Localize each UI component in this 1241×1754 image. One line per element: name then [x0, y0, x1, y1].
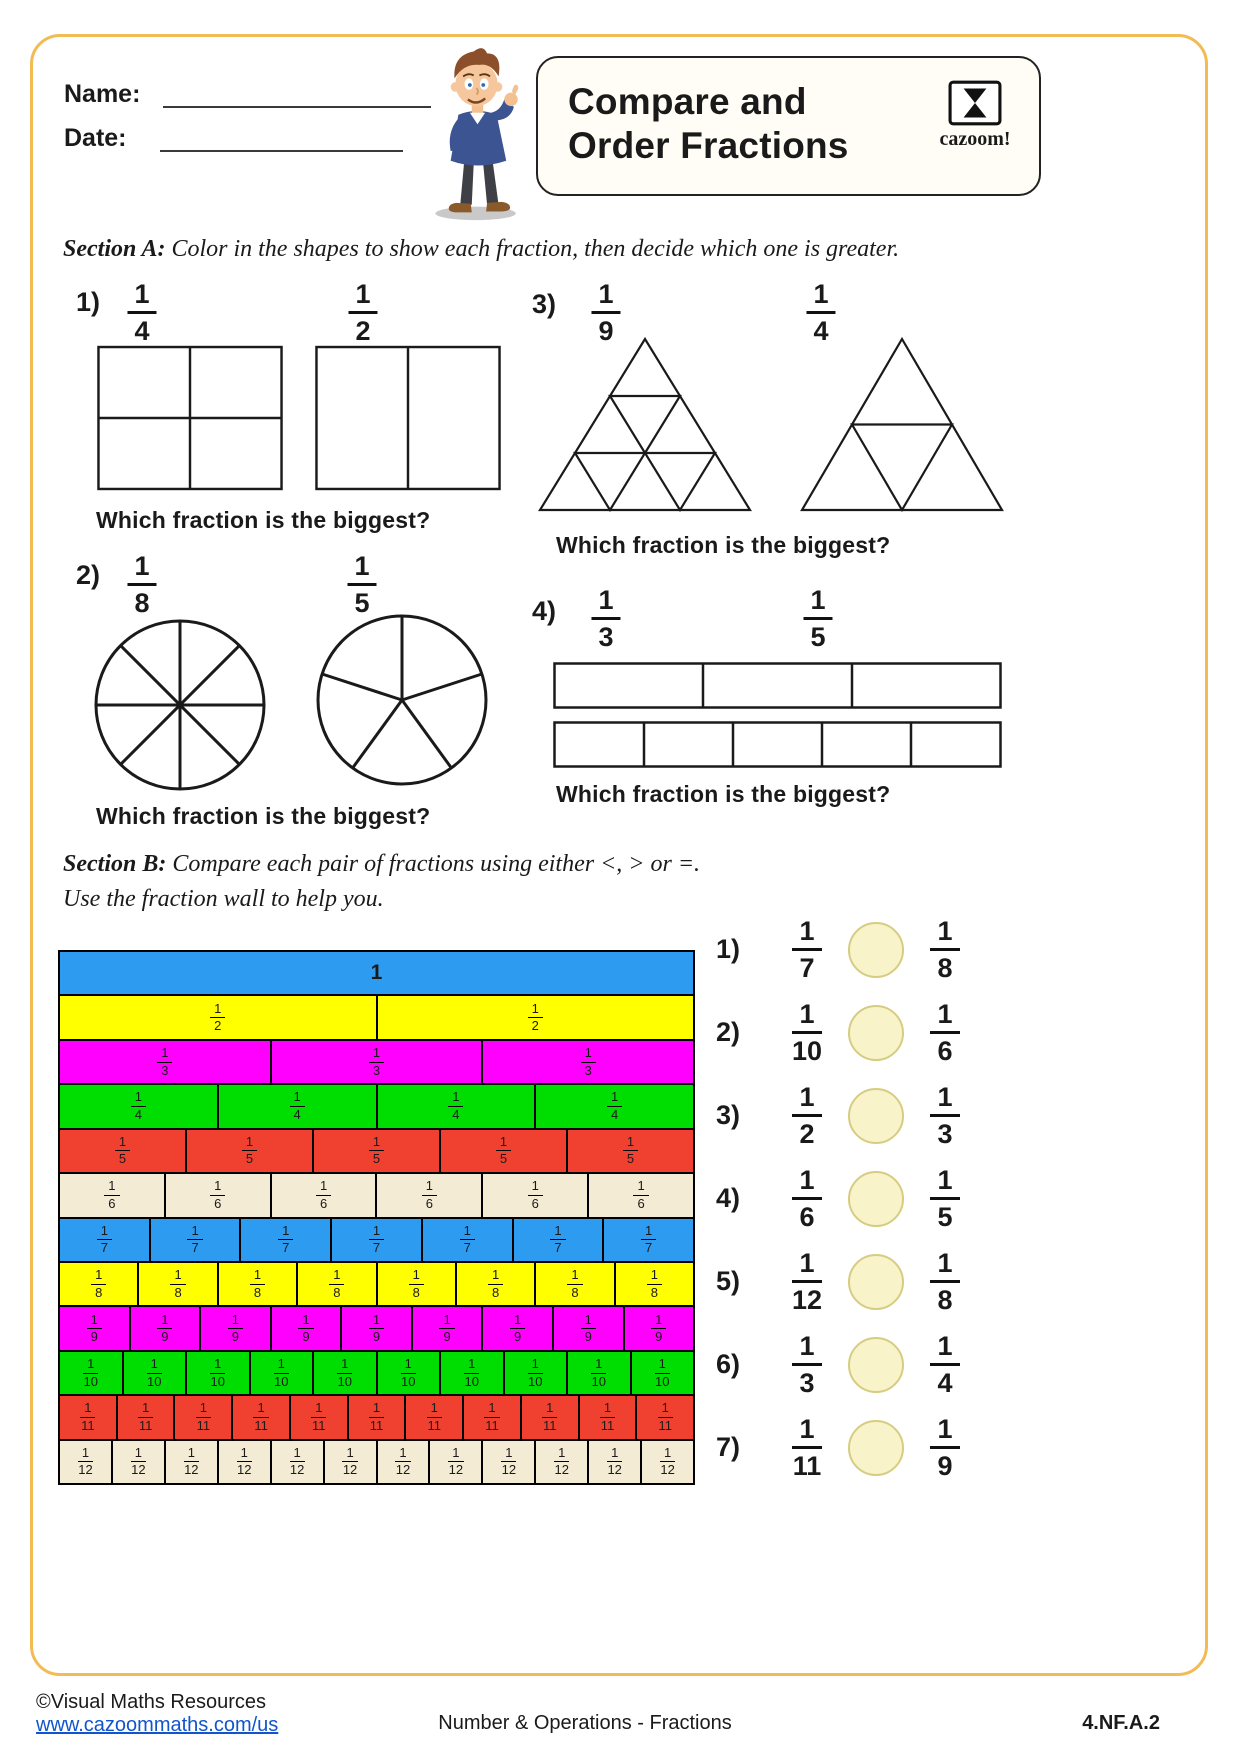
wall-fraction: 1 10: [528, 1355, 543, 1389]
wall-fraction: 1 9: [298, 1313, 313, 1345]
compare-problem-2: [716, 991, 1008, 1074]
fraction-numerator: 1: [127, 280, 156, 314]
fifths-circle-shape[interactable]: [314, 612, 490, 788]
wall-cell: [250, 1351, 314, 1395]
wall-fraction: 1 8: [409, 1268, 424, 1300]
compare-right-fraction: $\frac{1}{4}$: [904, 1332, 986, 1398]
wall-fraction: 1 5: [496, 1135, 511, 1167]
wall-cell: [603, 1218, 694, 1262]
wall-fraction: 1 10: [337, 1355, 352, 1389]
compare-problem-number: 5): [716, 1266, 741, 1296]
compare-problem-number: 7): [716, 1432, 741, 1462]
wall-fraction: 1 12: [607, 1444, 622, 1478]
ninths-triangle-shape[interactable]: [536, 336, 754, 514]
problem-2-right-fraction: [347, 552, 376, 618]
eighths-circle-shape[interactable]: [92, 617, 268, 793]
wall-cell: [456, 1262, 535, 1306]
wall-fraction: 1 5: [623, 1135, 638, 1167]
wall-fraction: 1 10: [464, 1355, 479, 1389]
compare-problem-6: [716, 1323, 1008, 1406]
wall-cell: [123, 1351, 187, 1395]
wall-cell: [341, 1306, 412, 1350]
wall-cell: [482, 1040, 694, 1084]
wall-cell: [150, 1218, 241, 1262]
wall-cell: [174, 1395, 232, 1439]
wall-cell: [290, 1395, 348, 1439]
wall-fraction: 1 7: [460, 1224, 475, 1256]
problem-1-question: Which fraction is the biggest?: [96, 507, 431, 533]
wall-fraction: 1 11: [485, 1400, 499, 1433]
fraction-denominator: 8: [134, 588, 150, 619]
mascot-boy-icon: [420, 40, 535, 222]
wall-fraction: 1 11: [600, 1400, 615, 1433]
wall-cell: [186, 1129, 313, 1173]
compare-right-fraction: $\frac{1}{8}$: [904, 1249, 986, 1315]
wall-fraction: 1 9: [651, 1313, 666, 1345]
wall-fraction: 1 9: [228, 1313, 243, 1345]
wall-fraction: 1 11: [196, 1400, 211, 1433]
wall-fraction: 1 8: [170, 1268, 185, 1300]
problem-4-left-fraction: [591, 586, 620, 652]
problem-1-right-fraction: [348, 280, 377, 346]
wall-cell: [377, 1351, 441, 1395]
wall-fraction: 1 11: [542, 1400, 557, 1433]
wall-fraction: 1 4: [290, 1090, 305, 1122]
wall-cell: [412, 1306, 483, 1350]
wall-cell: [440, 1129, 567, 1173]
cazoom-logo-text: cazoom!: [939, 128, 1011, 150]
wall-fraction: 1 7: [550, 1224, 565, 1256]
wall-cell: [553, 1306, 624, 1350]
wall-fraction: 1 10: [274, 1355, 289, 1389]
wall-fraction: 1 2: [210, 1002, 225, 1034]
wall-fraction: 1 11: [369, 1400, 384, 1433]
compare-right-fraction: $\frac{1}{5}$: [904, 1166, 986, 1232]
thirds-bar-shape[interactable]: [553, 662, 1002, 709]
wall-cell: [59, 1395, 117, 1439]
wall-fraction: 1 4: [131, 1090, 146, 1122]
wall-fraction: 1 7: [278, 1224, 293, 1256]
wall-cell: [641, 1440, 694, 1484]
wall-fraction: 1 11: [138, 1400, 153, 1433]
cazoom-logo: [927, 80, 1023, 151]
wall-row-6: [59, 1173, 694, 1217]
wall-cell: [240, 1218, 331, 1262]
answer-circle[interactable]: [848, 922, 904, 978]
wall-fraction: 1 12: [289, 1444, 305, 1478]
fraction-numerator: 1: [803, 586, 832, 620]
wall-cell: [513, 1218, 604, 1262]
wall-fraction: 1 9: [510, 1313, 525, 1345]
wall-cell: [429, 1440, 482, 1484]
section-b-heading: [63, 851, 1143, 878]
wall-fraction: 1 2: [528, 1002, 543, 1034]
compare-left-fraction: $\frac{1}{7}$: [766, 917, 848, 983]
wall-fraction: 1 6: [104, 1179, 119, 1211]
section-b-label: Section B:: [63, 851, 167, 877]
wall-fraction: 1 3: [581, 1046, 596, 1078]
fraction-denominator: 4: [813, 316, 829, 347]
problem-4-number: 4): [532, 596, 557, 626]
name-input-line[interactable]: [163, 106, 431, 108]
wall-fraction: 1 12: [236, 1444, 252, 1478]
footer-url-wrap: [36, 1714, 278, 1737]
wall-cell: [232, 1395, 290, 1439]
problem-1-number: 1): [76, 287, 101, 317]
wall-cell: [59, 1040, 271, 1084]
wall-fraction: 1 3: [157, 1046, 172, 1078]
wall-cell: [588, 1173, 694, 1217]
compare-left-fraction: $\frac{1}{3}$: [766, 1332, 848, 1398]
wall-cell: [331, 1218, 422, 1262]
wall-cell: [271, 1306, 342, 1350]
wall-cell: [59, 1262, 138, 1306]
wall-fraction: 1 12: [131, 1444, 146, 1478]
section-a-instruction: Color in the shapes to show each fraction, then decide which one is greater.: [171, 236, 900, 262]
wall-fraction: 1 9: [439, 1313, 454, 1345]
quarters-rectangle-shape[interactable]: [97, 345, 283, 491]
fraction-denominator: 4: [134, 316, 150, 347]
wall-fraction: 1 12: [342, 1444, 358, 1478]
wall-cell: [377, 1084, 536, 1128]
compare-right-fraction: $\frac{1}{3}$: [904, 1083, 986, 1149]
fifths-bar-shape[interactable]: [553, 721, 1002, 768]
wall-row-7: [59, 1218, 694, 1262]
wall-fraction: 1 9: [369, 1313, 384, 1345]
problem-2-left-fraction: [127, 552, 156, 618]
wall-cell: [59, 1173, 165, 1217]
wall-fraction: 1 12: [554, 1444, 569, 1478]
wall-row-8: [59, 1262, 694, 1306]
wall-cell: [218, 1084, 377, 1128]
halves-rectangle-shape[interactable]: [315, 345, 501, 491]
wall-fraction: 1 5: [115, 1135, 130, 1167]
wall-cell: [348, 1395, 406, 1439]
section-b-instruction-line2: Use the fraction wall to help you.: [63, 886, 384, 912]
wall-fraction: 1 7: [369, 1224, 384, 1256]
compare-problem-5: [716, 1240, 1008, 1323]
wall-cell: [271, 1440, 324, 1484]
wall-fraction: 1 11: [312, 1400, 326, 1433]
cazoom-hourglass-icon: [948, 80, 1002, 126]
date-input-line[interactable]: [160, 150, 403, 152]
wall-fraction: 1 12: [501, 1444, 517, 1478]
compare-problem-number: 3): [716, 1100, 741, 1130]
fraction-denominator: 3: [598, 622, 614, 653]
fraction-denominator: 2: [355, 316, 371, 347]
wall-fraction: 1 6: [633, 1179, 648, 1211]
wall-fraction: 1 6: [210, 1179, 225, 1211]
wall-cell: [615, 1262, 694, 1306]
wall-cell: [440, 1351, 504, 1395]
wall-fraction: 1 12: [660, 1444, 675, 1478]
wall-fraction: 1 4: [607, 1090, 622, 1122]
fraction-wall: [58, 950, 695, 1485]
wall-row-3: [59, 1040, 694, 1084]
wall-fraction: 1 7: [187, 1224, 202, 1256]
wall-cell: [271, 1040, 483, 1084]
wall-row-4: [59, 1084, 694, 1128]
wall-cell: [297, 1262, 376, 1306]
fraction-numerator: 1: [127, 552, 156, 586]
wall-cell: [377, 995, 695, 1039]
wall-fraction: 1 9: [87, 1313, 102, 1345]
section-b-problems: [716, 908, 1008, 1489]
wall-cell: [482, 1440, 535, 1484]
wall-row-10: [59, 1351, 694, 1395]
wall-row-2: [59, 995, 694, 1039]
footer-copyright: ©Visual Maths Resources: [36, 1691, 267, 1713]
wall-fraction: 1 10: [147, 1355, 162, 1389]
wall-cell: [200, 1306, 271, 1350]
wall-cell: [59, 1129, 186, 1173]
wall-cell: [59, 1351, 123, 1395]
wall-fraction: 1 10: [655, 1355, 670, 1389]
wall-cell: [59, 1218, 150, 1262]
wall-fraction: 1 12: [184, 1444, 199, 1478]
wall-fraction: 1 8: [647, 1268, 662, 1300]
wall-fraction: 1 10: [83, 1355, 98, 1389]
footer-topic: Number & Operations - Fractions: [438, 1712, 732, 1734]
wall-fraction: 1 9: [157, 1313, 172, 1345]
title-box: [536, 56, 1041, 196]
compare-problem-number: 6): [716, 1349, 741, 1379]
compare-problem-3: [716, 1074, 1008, 1157]
fraction-numerator: 1: [591, 280, 620, 314]
wall-cell: [631, 1351, 695, 1395]
compare-problem-1: [716, 908, 1008, 991]
wall-cell: [535, 1084, 694, 1128]
wall-cell: [130, 1306, 201, 1350]
page-title: [568, 80, 849, 167]
compare-problem-7: [716, 1406, 1008, 1489]
compare-problem-number: 1): [716, 934, 741, 964]
wall-fraction: 1 4: [448, 1090, 463, 1122]
wall-row-1: [59, 951, 694, 995]
wall-fraction: 1 11: [81, 1400, 95, 1433]
problem-2-number: 2): [76, 560, 101, 590]
wall-cell: [482, 1173, 588, 1217]
wall-cell: [521, 1395, 579, 1439]
wall-row-12: [59, 1440, 694, 1484]
wall-cell: [59, 1306, 130, 1350]
fraction-denominator: 5: [810, 622, 826, 653]
wall-fraction: 1 8: [488, 1268, 503, 1300]
page-title-line2: Order Fractions: [568, 124, 849, 166]
wall-fraction: 1 9: [581, 1313, 596, 1345]
section-a-label: Section A:: [63, 236, 166, 262]
wall-cell: [117, 1395, 175, 1439]
wall-whole-label: 1: [370, 961, 383, 985]
wall-cell: [59, 1440, 112, 1484]
wall-fraction: 1 6: [528, 1179, 543, 1211]
wall-cell: [463, 1395, 521, 1439]
wall-fraction: 1 12: [78, 1444, 93, 1478]
wall-fraction: 1 10: [591, 1355, 606, 1389]
compare-right-fraction: $\frac{1}{8}$: [904, 917, 986, 983]
wall-cell: [579, 1395, 637, 1439]
wall-fraction: 1 10: [401, 1355, 416, 1389]
answer-circle[interactable]: [848, 1171, 904, 1227]
quarters-triangle-shape[interactable]: [799, 336, 1006, 514]
answer-circle[interactable]: [848, 1254, 904, 1310]
wall-fraction: 1 12: [448, 1444, 464, 1478]
wall-cell: [313, 1351, 377, 1395]
compare-left-fraction: $\frac{1}{12}$: [791, 1247, 823, 1315]
wall-cell: [535, 1262, 614, 1306]
compare-left-fraction: $\frac{1}{6}$: [766, 1166, 848, 1232]
wall-cell: [482, 1306, 553, 1350]
wall-fraction: 1 11: [427, 1400, 442, 1433]
wall-cell: [405, 1395, 463, 1439]
fraction-denominator: 9: [598, 316, 614, 347]
wall-cell: [138, 1262, 217, 1306]
wall-fraction: 1 5: [369, 1135, 384, 1167]
wall-cell: [313, 1129, 440, 1173]
compare-left-fraction: $\frac{1}{10}$: [791, 998, 823, 1066]
wall-cell: [504, 1351, 568, 1395]
wall-fraction: 1 8: [250, 1268, 265, 1300]
compare-left-fraction: $\frac{1}{11}$: [792, 1413, 822, 1481]
compare-problem-number: 2): [716, 1017, 741, 1047]
wall-cell: [165, 1173, 271, 1217]
compare-problem-number: 4): [716, 1183, 741, 1213]
wall-fraction: 1 6: [422, 1179, 437, 1211]
footer-url-link[interactable]: www.cazoommaths.com/us: [36, 1714, 279, 1736]
wall-cell: [588, 1440, 641, 1484]
wall-row-11: [59, 1395, 694, 1439]
date-label: Date:: [64, 124, 127, 152]
wall-cell: [636, 1395, 694, 1439]
section-b-instruction-line1: Compare each pair of fractions using either <, > or =.: [172, 851, 701, 877]
answer-circle[interactable]: [848, 1420, 904, 1476]
mascot-boy-illustration: [420, 40, 535, 222]
wall-cell: [271, 1173, 377, 1217]
wall-fraction: 1 10: [210, 1355, 225, 1389]
fraction-denominator: 5: [354, 588, 370, 619]
problem-1-left-fraction: [127, 280, 156, 346]
answer-circle[interactable]: [848, 1088, 904, 1144]
wall-cell: [165, 1440, 218, 1484]
wall-cell: [218, 1262, 297, 1306]
fraction-numerator: 1: [347, 552, 376, 586]
wall-cell: [377, 1440, 430, 1484]
wall-row-5: [59, 1129, 694, 1173]
wall-fraction: 1 12: [395, 1444, 411, 1478]
wall-cell: [422, 1218, 513, 1262]
wall-fraction: 1 8: [91, 1268, 106, 1300]
wall-cell: [59, 1084, 218, 1128]
wall-fraction: 1 8: [329, 1268, 344, 1300]
answer-circle[interactable]: [848, 1337, 904, 1393]
wall-fraction: 1 7: [97, 1224, 112, 1256]
wall-fraction: 1 8: [567, 1268, 582, 1300]
wall-cell: [567, 1129, 694, 1173]
page-title-line1: Compare and: [568, 81, 807, 122]
wall-cell: [377, 1262, 456, 1306]
compare-right-fraction: $\frac{1}{6}$: [904, 1000, 986, 1066]
footer-standard-code: 4.NF.A.2: [1082, 1712, 1160, 1734]
wall-fraction: 1 11: [254, 1400, 268, 1433]
answer-circle[interactable]: [848, 1005, 904, 1061]
fraction-numerator: 1: [591, 586, 620, 620]
wall-cell: [59, 951, 694, 995]
wall-fraction: 1 5: [242, 1135, 257, 1167]
wall-cell: [535, 1440, 588, 1484]
wall-cell: [324, 1440, 377, 1484]
problem-3-number: 3): [532, 289, 557, 319]
wall-cell: [624, 1306, 695, 1350]
wall-cell: [376, 1173, 482, 1217]
wall-cell: [218, 1440, 271, 1484]
wall-fraction: 1 7: [641, 1224, 656, 1256]
problem-4-question: Which fraction is the biggest?: [556, 781, 891, 807]
fraction-numerator: 1: [348, 280, 377, 314]
name-label: Name:: [64, 80, 141, 108]
wall-cell: [567, 1351, 631, 1395]
problem-2-question: Which fraction is the biggest?: [96, 803, 431, 829]
wall-fraction: 1 3: [369, 1046, 384, 1078]
problem-3-question: Which fraction is the biggest?: [556, 532, 891, 558]
compare-left-fraction: $\frac{1}{2}$: [766, 1083, 848, 1149]
section-a-heading: [63, 236, 1143, 263]
compare-problem-4: [716, 1157, 1008, 1240]
compare-right-fraction: $\frac{1}{9}$: [904, 1415, 986, 1481]
wall-fraction: 1 6: [316, 1179, 331, 1211]
wall-row-9: [59, 1306, 694, 1350]
fraction-numerator: 1: [806, 280, 835, 314]
wall-cell: [59, 995, 377, 1039]
wall-cell: [112, 1440, 165, 1484]
wall-fraction: 1 11: [658, 1400, 672, 1433]
wall-cell: [186, 1351, 250, 1395]
problem-4-right-fraction: [803, 586, 832, 652]
